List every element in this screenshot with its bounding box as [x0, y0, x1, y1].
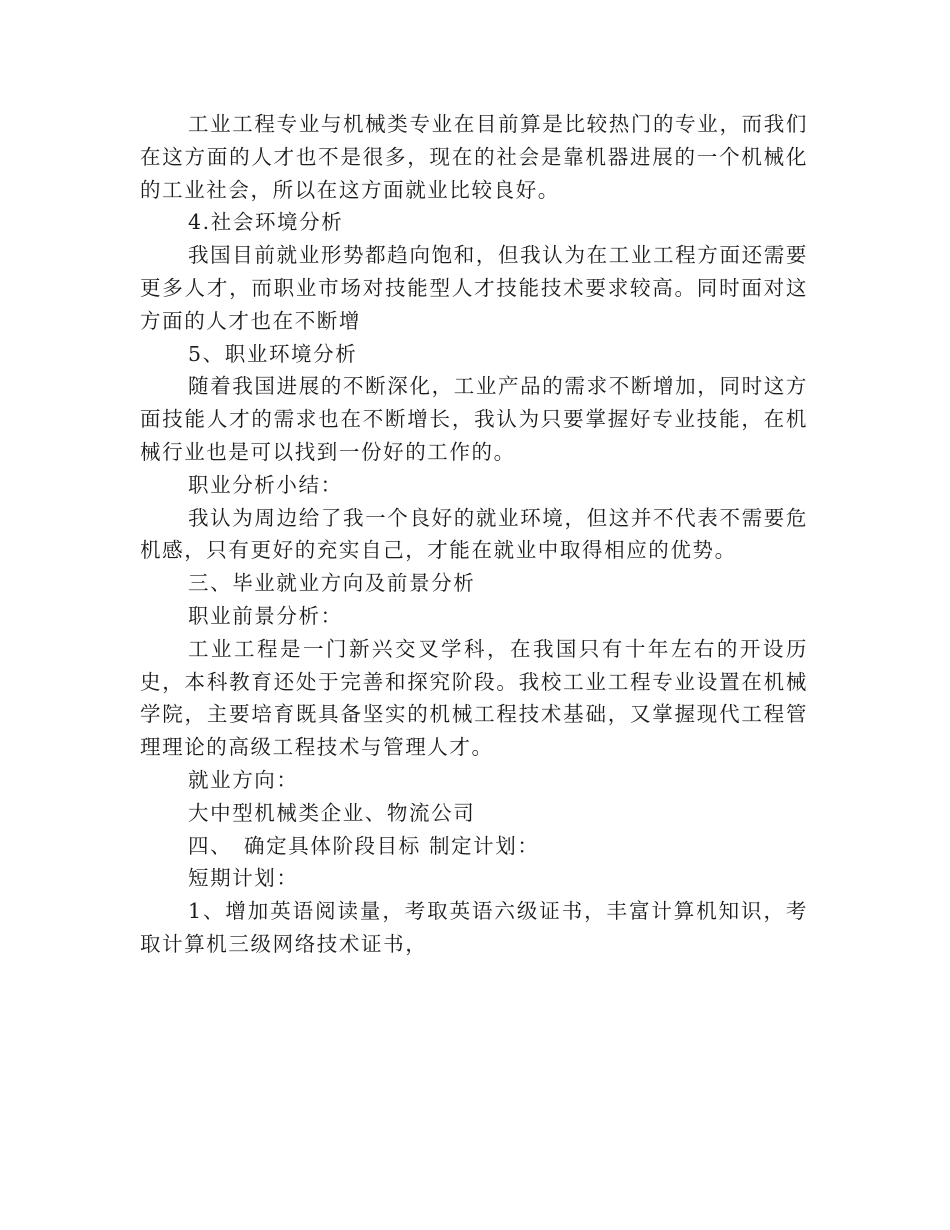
heading-employment-direction: 就业方向：	[188, 767, 299, 792]
heading-career-summary: 职业分析小结：	[188, 472, 343, 497]
paragraph-career-prospect: 工业工程是一门新兴交叉学科，在我国只有十年左右的开设历史，本科教育还处于完善和探究阶段。我校工业工程专业设置在机械学院，主要培育既具备坚实的机械工程技术基础，又掌握现代工程管理理论的高级工程技术与管理人才。	[140, 636, 808, 760]
paragraph-career-summary: 我认为周边给了我一个良好的就业环境，但这并不代表不需要危机感，只有更好的充实自己，才能在就业中取得相应的优势。	[140, 505, 808, 563]
heading-career-environment: 5、职业环境分析	[188, 341, 358, 366]
paragraph-social-environment: 我国目前就业形势都趋向饱和，但我认为在工业工程方面还需要更多人才，而职业市场对技能型人才技能技术要求较高。同时面对这方面的人才也在不断增	[140, 243, 808, 333]
paragraph-career-environment: 随着我国进展的不断深化，工业产品的需求不断增加，同时这方面技能人才的需求也在不断增长，我认为只要掌握好专业技能，在机械行业也是可以找到一份好的工作的。	[140, 374, 808, 464]
heading-social-environment: 4.社会环境分析	[188, 210, 344, 235]
heading-short-term-plan: 短期计划：	[188, 866, 299, 891]
paragraph-employment-direction: 大中型机械类企业、物流公司	[188, 800, 476, 825]
heading-section-three: 三、毕业就业方向及前景分析	[188, 571, 476, 596]
heading-career-prospect: 职业前景分析：	[188, 603, 343, 628]
paragraph-industrial-engineering-intro: 工业工程专业与机械类专业在目前算是比较热门的专业，而我们在这方面的人才也不是很多，现在的社会是靠机器进展的一个机械化的工业社会，所以在这方面就业比较良好。	[140, 112, 808, 202]
heading-section-four: 四、 确定具体阶段目标 制定计划：	[188, 833, 540, 858]
paragraph-short-term-plan-item-1: 1、增加英语阅读量，考取英语六级证书，丰富计算机知识，考取计算机三级网络技术证书，	[140, 899, 808, 956]
document-body	[140, 108, 808, 961]
